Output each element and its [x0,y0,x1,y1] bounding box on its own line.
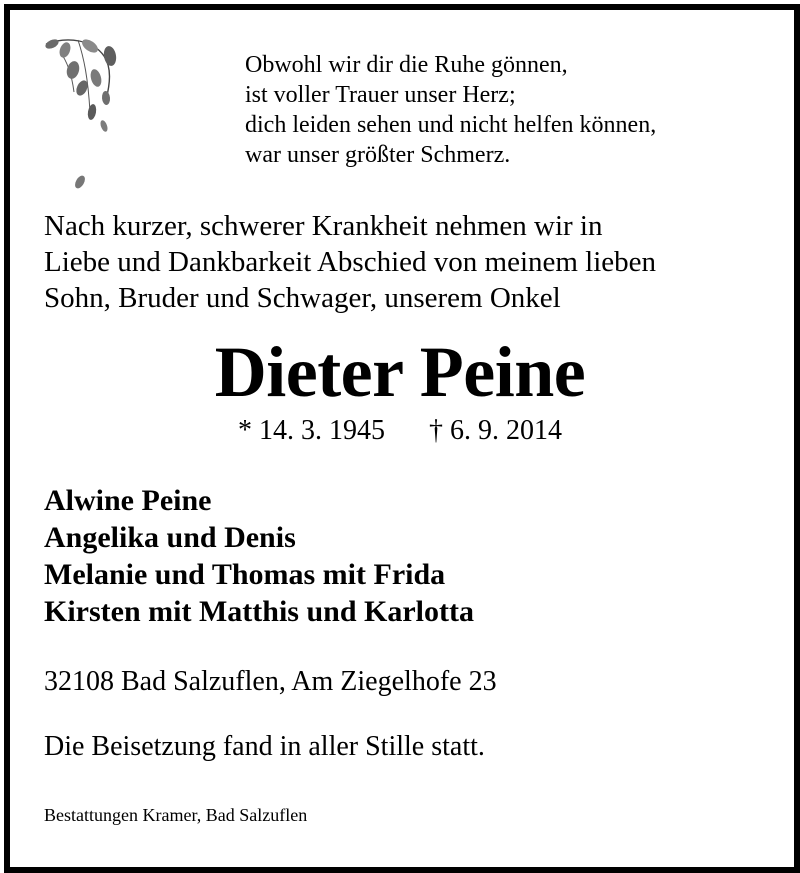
poem-line: dich leiden sehen und nicht helfen können, [245,112,657,138]
family-line: Alwine Peine [44,484,212,517]
family-line: Angelika und Denis [44,521,296,554]
intro-line: Liebe und Dankbarkeit Abschied von meinem lieben [44,246,657,278]
address: 32108 Bad Salzuflen, Am Ziegelhofe 23 [44,666,497,697]
poem-line: Obwohl wir dir die Ruhe gönnen, [245,52,568,78]
intro-text [44,208,656,316]
life-dates [0,413,800,449]
poem-line: ist voller Trauer unser Herz; [245,82,516,108]
intro-line: Sohn, Bruder und Schwager, unserem Onkel [44,282,561,314]
family-names [44,482,474,630]
poem [245,50,656,170]
poem-line: war unser größter Schmerz. [245,142,511,168]
undertaker: Bestattungen Kramer, Bad Salzuflen [44,805,308,825]
intro-line: Nach kurzer, schwerer Krankheit nehmen wir in [44,210,603,242]
leaf-branch-icon [38,22,128,202]
death-date: † 6. 9. 2014 [429,415,562,446]
burial-note: Die Beisetzung fand in aller Stille statt. [44,731,485,762]
family-line: Melanie und Thomas mit Frida [44,558,446,591]
deceased-name: Dieter Peine [214,332,586,412]
family-line: Kirsten mit Matthis und Karlotta [44,595,474,628]
birth-date: * 14. 3. 1945 [238,415,385,446]
